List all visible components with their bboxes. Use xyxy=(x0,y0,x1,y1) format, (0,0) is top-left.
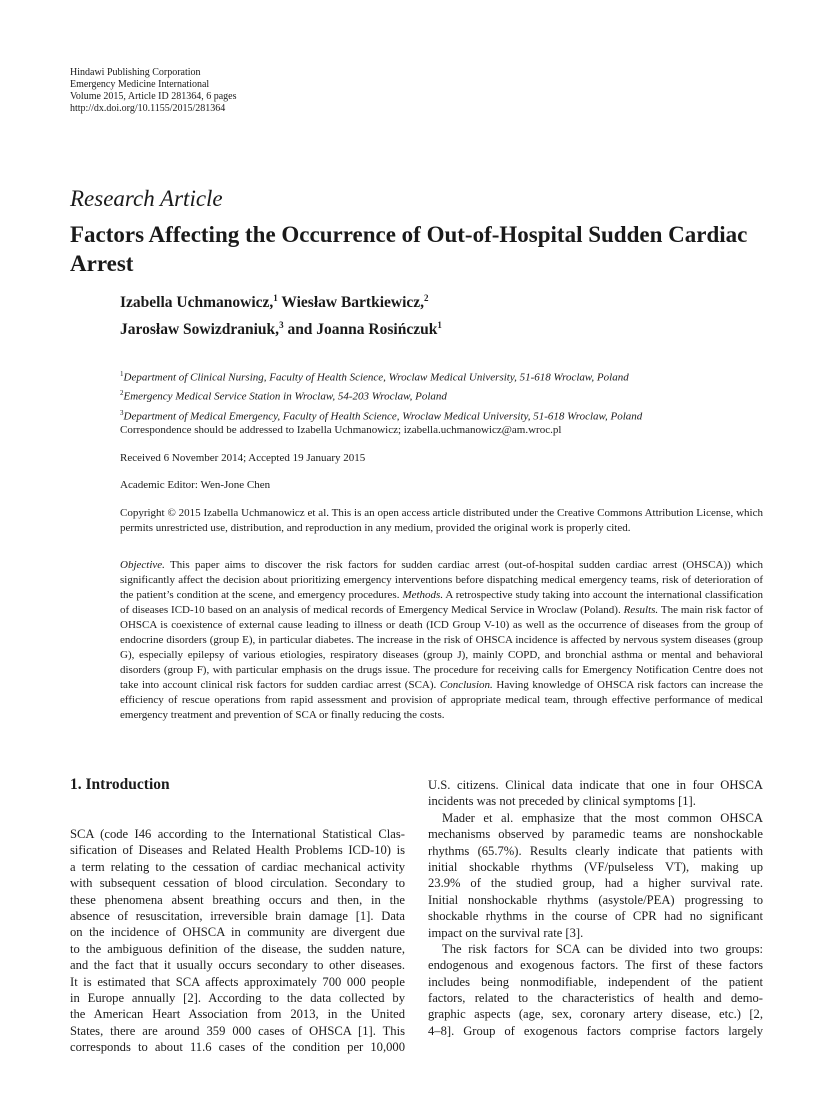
text-line: on the incidence of OHSCA in community are divergent due xyxy=(70,925,405,940)
aff-sup: 1 xyxy=(120,370,124,378)
methods-text: A retrospective study taking into account the international classification of diseases ICD-10 based on an analysis of medical records of Emergency Medical Service in Wroclaw (Poland). xyxy=(120,589,764,616)
aff-sup: 3 xyxy=(120,408,124,417)
correspondence: Correspondence should be addressed to Izabella Uchmanowicz; izabella.uchmanowicz@am.wroc.pl xyxy=(120,424,562,436)
received-date: Received 6 November 2014; Accepted 19 January 2015 xyxy=(120,452,366,464)
text-line: factors, related to the characteristics of health and demo- xyxy=(428,991,763,1006)
text-line: endogenous and exogenous factors. The first of these factors xyxy=(428,958,763,973)
objective-text: This paper aims to discover the risk factors for sudden cardiac arrest (out-of-hospital sudden cardiac arrest (OHSCA)) which significantly affect the decision about prioritizing emergency interventions before dispatching medical emergency teams, risk of deterioration of the patient’s condition at the scene, and emergency procedures. xyxy=(120,559,763,601)
text-line: incidents was not preceded by clinical symptoms [1]. xyxy=(428,794,696,809)
paper-title: Factors Affecting the Occurrence of Out-of-Hospital Sudden Cardiac Arrest xyxy=(70,222,748,276)
text-line: States, there are around 359 000 cases of OHSCA [1]. This xyxy=(70,1023,405,1038)
publisher: Hindawi Publishing Corporation xyxy=(70,67,201,78)
text-line: corresponds to about 11.6 cases of the condition per 10,000 xyxy=(70,1040,405,1055)
methods-label: Methods. xyxy=(402,589,444,601)
text-line: SCA (code I46 according to the International Statistical Clas- xyxy=(70,827,405,841)
text-line: impact on the survival rate [3]. xyxy=(428,925,584,940)
text-line: mechanisms observed by paramedic teams are nonshockable xyxy=(428,827,763,842)
text-line: rhythms (65.7%). Results clearly indicate that patients with xyxy=(428,843,763,858)
article-type: Research Article xyxy=(70,186,223,211)
results-label: Results. xyxy=(623,604,659,616)
right-column xyxy=(428,777,763,1039)
text-line: with subsequent cessation of blood circulation. Secondary to xyxy=(70,876,405,891)
left-column xyxy=(70,826,405,1055)
text-line: U.S. citizens. Clinical data indicate that one in four OHSCA xyxy=(428,778,763,792)
affiliation: Department of Medical Emergency, Faculty of Health Science, Wroclaw Medical University, 51-618 Wroclaw, Poland xyxy=(123,410,643,423)
aff-sup: 2 xyxy=(120,389,124,398)
journal-name: Emergency Medicine International xyxy=(70,79,210,90)
text-line: shockable rhythms in the course of CPR had no significant xyxy=(428,909,763,924)
affiliations xyxy=(120,367,642,425)
text-line: absence of resuscitation, irreversible brain damage [1]. Data xyxy=(70,908,405,923)
text-line: initial shockable rhythms (VF/pulseless VT), making up xyxy=(428,859,763,874)
academic-editor: Academic Editor: Wen-Jone Chen xyxy=(120,479,271,491)
copyright-notice: Copyright © 2015 Izabella Uchmanowicz et al. This is an open access article distributed under the Creative Commons Attribution License, which permits unrestricted use, distribution, and reproduction in any medium, provided the original work is properly cited. xyxy=(120,507,763,534)
author-sup: 1 xyxy=(437,320,442,331)
text-line: Initial nonshockable rhythms (asystole/PEA) progressing to xyxy=(428,892,763,907)
affiliation: Department of Clinical Nursing, Faculty of Health Science, Wroclaw Medical University, 51-618 Wroclaw, Poland xyxy=(123,371,629,384)
conclusion-text: Having knowledge of OHSCA risk factors can increase the efficiency of rescue operations from rapid assessment and provision of appropriate medical team, through effective performance of medical emergency treatment and prevention of SCA or finally reducing the costs. xyxy=(120,679,763,721)
text-line: Mader et al. emphasize that the most common OHSCA xyxy=(442,810,763,825)
text-line: to the ambiguous definition of the disease, the sudden nature, xyxy=(70,941,405,956)
author: Jarosław Sowizdraniuk, xyxy=(120,321,280,339)
text-line: It is estimated that SCA affects approximately 700 000 people xyxy=(70,974,405,989)
text-line: includes being nonmodifiable, independent of the patient xyxy=(428,974,763,989)
author-sup: 1 xyxy=(273,293,278,303)
text-line: a term relating to the cessation of cardiac mechanical activity xyxy=(70,859,405,874)
text-line: in Europe annually [2]. According to the data collected by xyxy=(70,990,405,1005)
text-line: 23.9% of the studied group, had a higher survival rate. xyxy=(428,876,763,891)
doi-link[interactable]: http://dx.doi.org/10.1155/2015/281364 xyxy=(70,103,226,114)
text-line: The risk factors for SCA can be divided into two groups: xyxy=(442,941,763,956)
author-sup: 3 xyxy=(279,320,284,331)
volume-info: Volume 2015, Article ID 281364, 6 pages xyxy=(70,91,237,102)
affiliation: Emergency Medical Service Station in Wroclaw, 54-203 Wroclaw, Poland xyxy=(123,391,447,404)
author-sup: 2 xyxy=(424,293,429,303)
section-heading: 1. Introduction xyxy=(70,776,170,793)
author: and Joanna Rosińczuk xyxy=(287,321,438,339)
text-line: 4–8]. Group of exogenous factors comprise factors largely xyxy=(428,1023,763,1038)
text-line: these phenomena absent breathing occurs and then, in the xyxy=(70,892,405,907)
abstract xyxy=(120,558,763,723)
author: Izabella Uchmanowicz, xyxy=(120,294,274,312)
author: Wiesław Bartkiewicz, xyxy=(281,294,425,312)
conclusion-label: Conclusion. xyxy=(439,679,493,691)
objective-label: Objective. xyxy=(120,559,165,571)
text-line: and the fact that it usually occurs secondary to other diseases. xyxy=(70,958,405,973)
text-line: graphic aspects (age, sex, coronary artery disease, etc.) [2, xyxy=(428,1007,763,1022)
results-text: The main risk factor of OHSCA is coexistence of external cause leading to illness or death (ICD Group V-10) as well as the occurrence of diseases from the group of endocrine disorders (group E), in particular diabetes. The increase in the risk of OHSCA incidence is affected by nervous system diseases (group G), especially epilepsy of various etiologies, respiratory diseases (group J), mainly COPD, and bronchial asthma or mental and behavioral disorders (group F), with particular emphasis on the drugs issue. The procedure for receiving calls for Emergency Notification Centre does not take into account clinical risk factors for sudden cardiac arrest (SCA). xyxy=(120,604,763,691)
text-line: the American Heart Association from 2013, in the United xyxy=(70,1007,405,1022)
text-line: sification of Diseases and Related Health Problems ICD-10) is xyxy=(70,843,405,858)
journal-header xyxy=(70,67,236,115)
author-list xyxy=(120,287,442,341)
